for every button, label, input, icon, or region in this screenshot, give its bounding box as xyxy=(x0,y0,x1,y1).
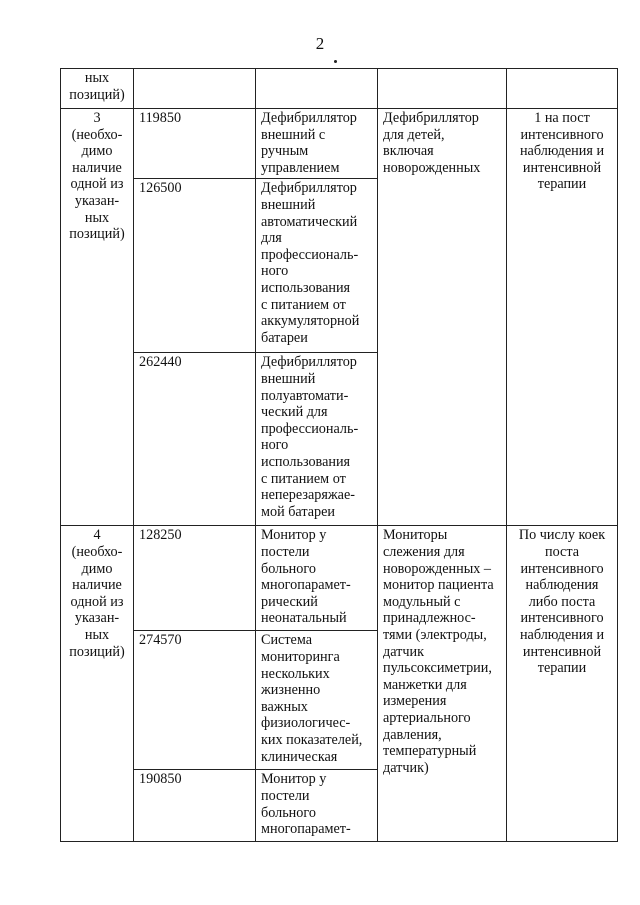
quantity-cell: По числу коек поста интенсивного наблюдения либо поста интенсивного наблюдения и интенсивной терапии xyxy=(507,526,618,842)
quantity-cell xyxy=(507,69,618,109)
name-cell xyxy=(256,69,378,109)
quantity-cell: 1 на пост интенсивного наблюдения и интенсивной терапии xyxy=(507,109,618,526)
position-cell: ных позиций) xyxy=(61,69,134,109)
code-cell: 119850 xyxy=(134,109,256,179)
description-cell: Дефибриллятор для детей, включая новорожденных xyxy=(378,109,507,526)
table-row-continued xyxy=(61,69,618,109)
code-cell: 262440 xyxy=(134,353,256,526)
code-cell: 190850 xyxy=(134,770,256,842)
equipment-table xyxy=(60,68,618,842)
code-cell: 274570 xyxy=(134,631,256,770)
code-cell: 126500 xyxy=(134,179,256,353)
position-cell: 3 (необхо- димо наличие одной из указан- ных позиций) xyxy=(61,109,134,526)
description-cell: Мониторы слежения для новорожденных – монитор пациента модульный с принадлежнос- тями (электроды, датчик пульсоксиметрии, манжетки для измерения артериального давления, температурный датчик) xyxy=(378,526,507,842)
name-cell: Дефибриллятор внешний автоматический для профессиональ- ного использования с питанием от аккумуляторной батареи xyxy=(256,179,378,353)
name-cell: Дефибриллятор внешний полуавтомати- ческий для профессиональ- ного использования с питанием от неперезаряжае- мой батареи xyxy=(256,353,378,526)
name-cell: Монитор у постели больного многопарамет- рический неонатальный xyxy=(256,526,378,631)
table-row xyxy=(61,109,618,179)
table-row xyxy=(61,526,618,631)
name-cell: Система мониторинга нескольких жизненно важных физиологичес- ких показателей, клиническая xyxy=(256,631,378,770)
code-cell xyxy=(134,69,256,109)
name-cell: Монитор у постели больного многопарамет- xyxy=(256,770,378,842)
page-dot-mark xyxy=(334,60,337,63)
description-cell xyxy=(378,69,507,109)
name-cell: Дефибриллятор внешний с ручным управлением xyxy=(256,109,378,179)
code-cell: 128250 xyxy=(134,526,256,631)
page-number: 2 xyxy=(315,34,325,53)
position-cell: 4 (необхо- димо наличие одной из указан- ных позиций) xyxy=(61,526,134,842)
